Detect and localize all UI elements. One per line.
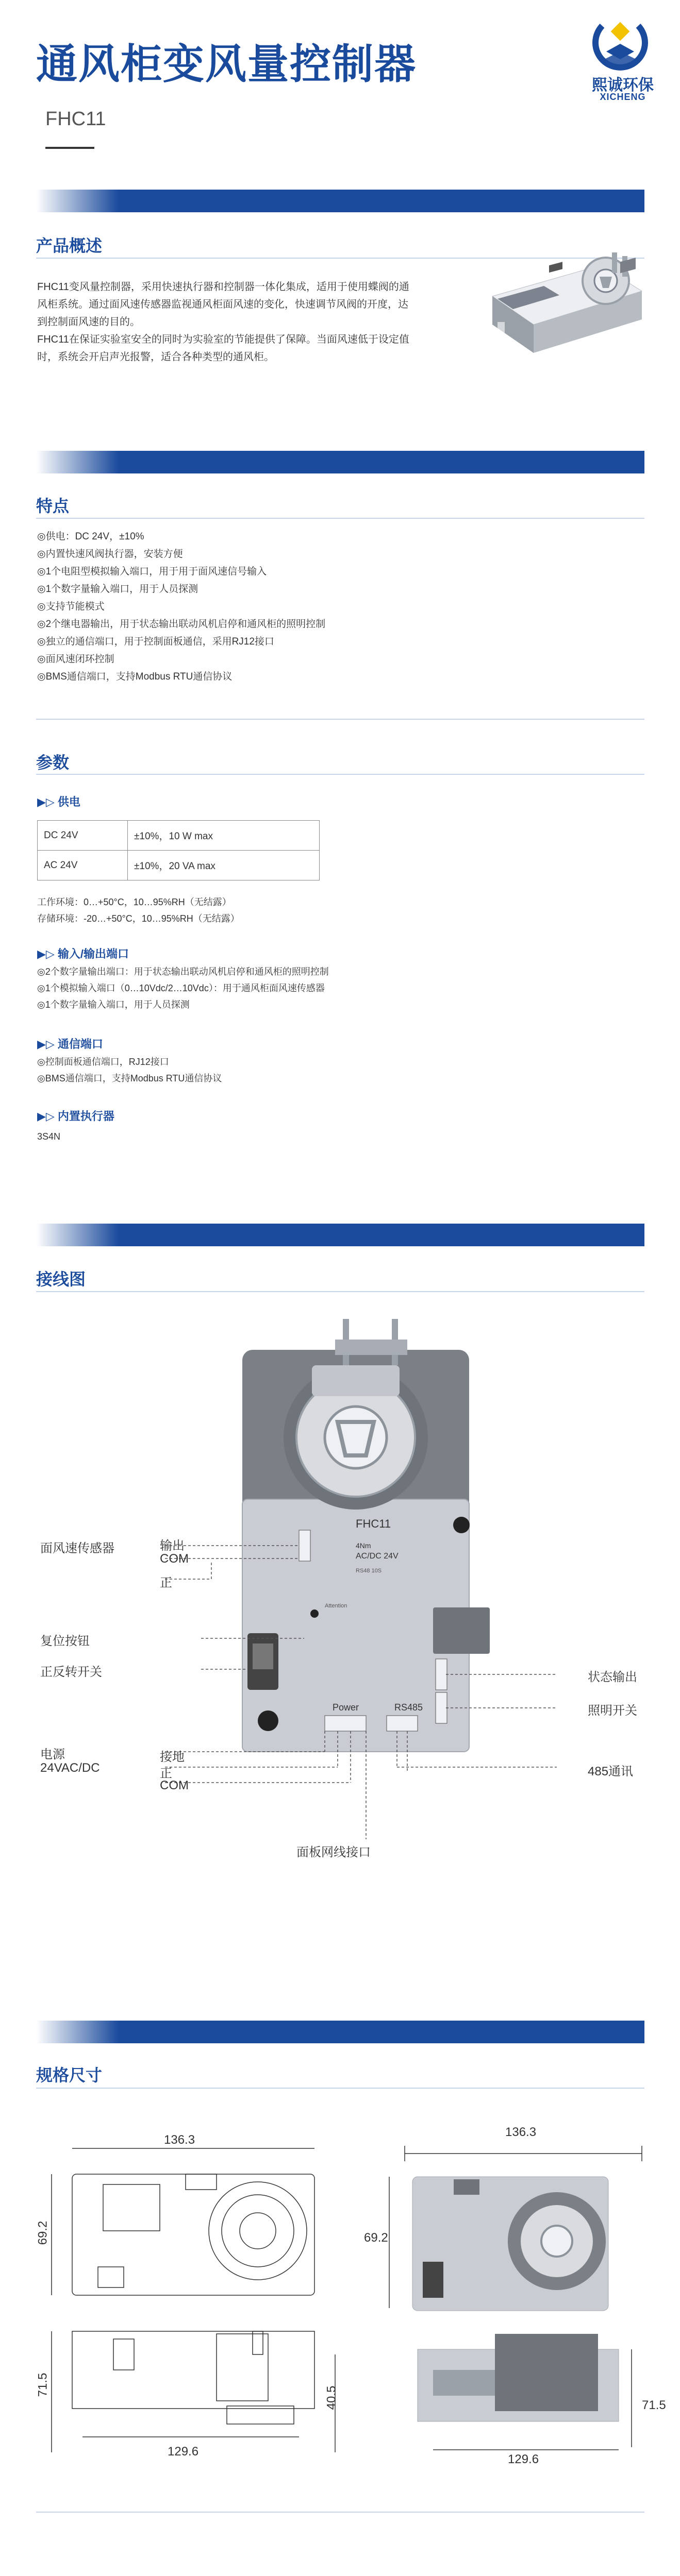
svg-text:RS48 10S: RS48 10S [356,1568,382,1574]
svg-text:4Nm: 4Nm [356,1541,371,1550]
list-item: ◎2个数字量输出端口：用于状态输出联动风机启停和通风柜的照明控制 [37,967,329,977]
dimension-photos [356,2138,660,2468]
label-direction-switch: 正反转开关 [40,1665,102,1679]
dimensions-divider [36,2088,644,2089]
logo-name-en: XICHENG [600,92,646,102]
label-panel-port: 面板网线接口 [296,1845,371,1859]
label-face-sensor: 面风速传感器 [40,1541,114,1555]
dim-height-left: 69.2 [36,2221,50,2245]
features-list [37,528,325,686]
label-power-source: 电源 [40,1748,65,1761]
list-item: ◎独立的通信端口，用于控制面板通信，采用RJ12接口 [37,636,274,647]
label-status-output: 状态输出 [588,1670,637,1684]
logo-name-cn: 熙诚环保 [592,76,654,94]
io-list [37,963,329,1013]
dimensions-heading: 规格尺寸 [36,2065,103,2085]
features-end-divider [36,719,644,720]
section-bar-features [36,451,644,473]
list-item: ◎BMS通信端口，支持Modbus RTU通信协议 [37,671,233,682]
model-number: FHC11 [45,108,106,130]
label-ground: 接地 [160,1750,185,1764]
dim-width-right: 136.3 [505,2125,537,2139]
list-item: ◎1个模拟输入端口（0…10Vdc/2…10Vdc）：用于通风柜面风速传感器 [37,983,325,993]
dim-shaft-left: 40.5 [324,2385,339,2410]
device-model-label: FHC11 [356,1517,391,1530]
table-row [38,821,320,851]
list-item: ◎内置快速风阀执行器，安装方便 [37,549,183,560]
actuator-subheading: ▶▷ 内置执行器 [37,1110,114,1123]
dim-base-right: 129.6 [508,2452,539,2466]
section-bar-overview [36,190,644,212]
overview-heading: 产品概述 [36,236,103,256]
list-item: ◎支持节能模式 [37,601,105,612]
dim-height-right: 69.2 [364,2231,388,2245]
svg-text:Attention: Attention [325,1603,347,1609]
list-item: ◎1个数字量输入端口，用于人员探测 [37,584,198,595]
comm-list [37,1054,222,1087]
label-power-voltage: 24VAC/DC [40,1761,100,1775]
label-rs485: 485通讯 [588,1765,634,1778]
params-heading: 参数 [36,753,70,772]
io-subheading: ▶▷ 输入/输出端口 [37,947,129,960]
comm-subheading: ▶▷ 通信端口 [37,1038,103,1050]
table-row [38,851,320,880]
features-divider [36,518,644,519]
list-item: ◎控制面板通信端口，RJ12接口 [37,1057,169,1067]
dim-base-left: 129.6 [168,2445,199,2459]
label-positive-2: 正 [160,1767,172,1781]
title-underline [45,147,94,149]
dim-width-left: 136.3 [164,2133,195,2147]
page-title: 通风柜变风量控制器 [36,40,417,88]
product-photo [482,234,652,379]
svg-text:Power: Power [333,1702,359,1713]
list-item: ◎供电：DC 24V，±10% [37,531,144,542]
dim-depth-left: 71.5 [36,2372,50,2397]
params-divider [36,774,644,775]
section-bar-dimensions [36,2021,644,2043]
power-subheading: ▶▷ 供电 [37,795,80,808]
actuator-model: 3S4N [37,1131,61,1142]
list-item: ◎1个数字量输入端口，用于人员探测 [37,999,190,1010]
footer-divider [36,2512,644,2513]
list-item: ◎面风速闭环控制 [37,654,114,665]
label-reset-button: 复位按钮 [40,1634,90,1648]
overview-text: FHC11变风量控制器，采用快速执行器和控制器一体化集成，适用于使用蝶阀的通 风柜系统。通过面风速传感器监视通风柜面风速的变化，快速调节风阀的开度，达 到控制面风速的目的。 FHC11在保证实验室安全的同时为实验室的节能提供了保障。当面风速低于设定值 时，系统会开启声光报警，适合各种类型的通风柜。 [37,281,409,363]
wiring-heading: 接线图 [36,1269,86,1289]
dimension-drawing-lines [36,2138,345,2468]
label-positive-1: 正 [160,1576,172,1590]
power-spec-table [37,820,320,880]
table-cell: ±10%，10 W max [128,821,320,851]
table-cell: AC 24V [38,851,128,880]
svg-text:RS485: RS485 [394,1702,423,1713]
label-com-2: COM [160,1778,189,1792]
features-heading: 特点 [36,496,70,516]
list-item: ◎BMS通信端口，支持Modbus RTU通信协议 [37,1073,222,1083]
svg-text:AC/DC 24V: AC/DC 24V [356,1552,399,1561]
label-com-1: COM [160,1552,189,1566]
table-cell: ±10%，20 VA max [128,851,320,880]
list-item: ◎2个继电器输出，用于状态输出联动风机启停和通风柜的照明控制 [37,619,326,630]
list-item: ◎1个电阻型模拟输入端口，用于用于面风速信号输入 [37,566,267,577]
table-cell: DC 24V [38,821,128,851]
label-output: 输出 [160,1539,185,1553]
environment-notes: 工作环境：0…+50°C，10…95%RH（无结露） 存储环境：-20…+50°C，10…95%RH（无结露） [37,897,240,924]
wiring-divider [36,1291,644,1292]
dim-depth-right: 71.5 [642,2398,666,2412]
label-lighting-switch: 照明开关 [588,1704,637,1718]
section-bar-wiring [36,1224,644,1246]
